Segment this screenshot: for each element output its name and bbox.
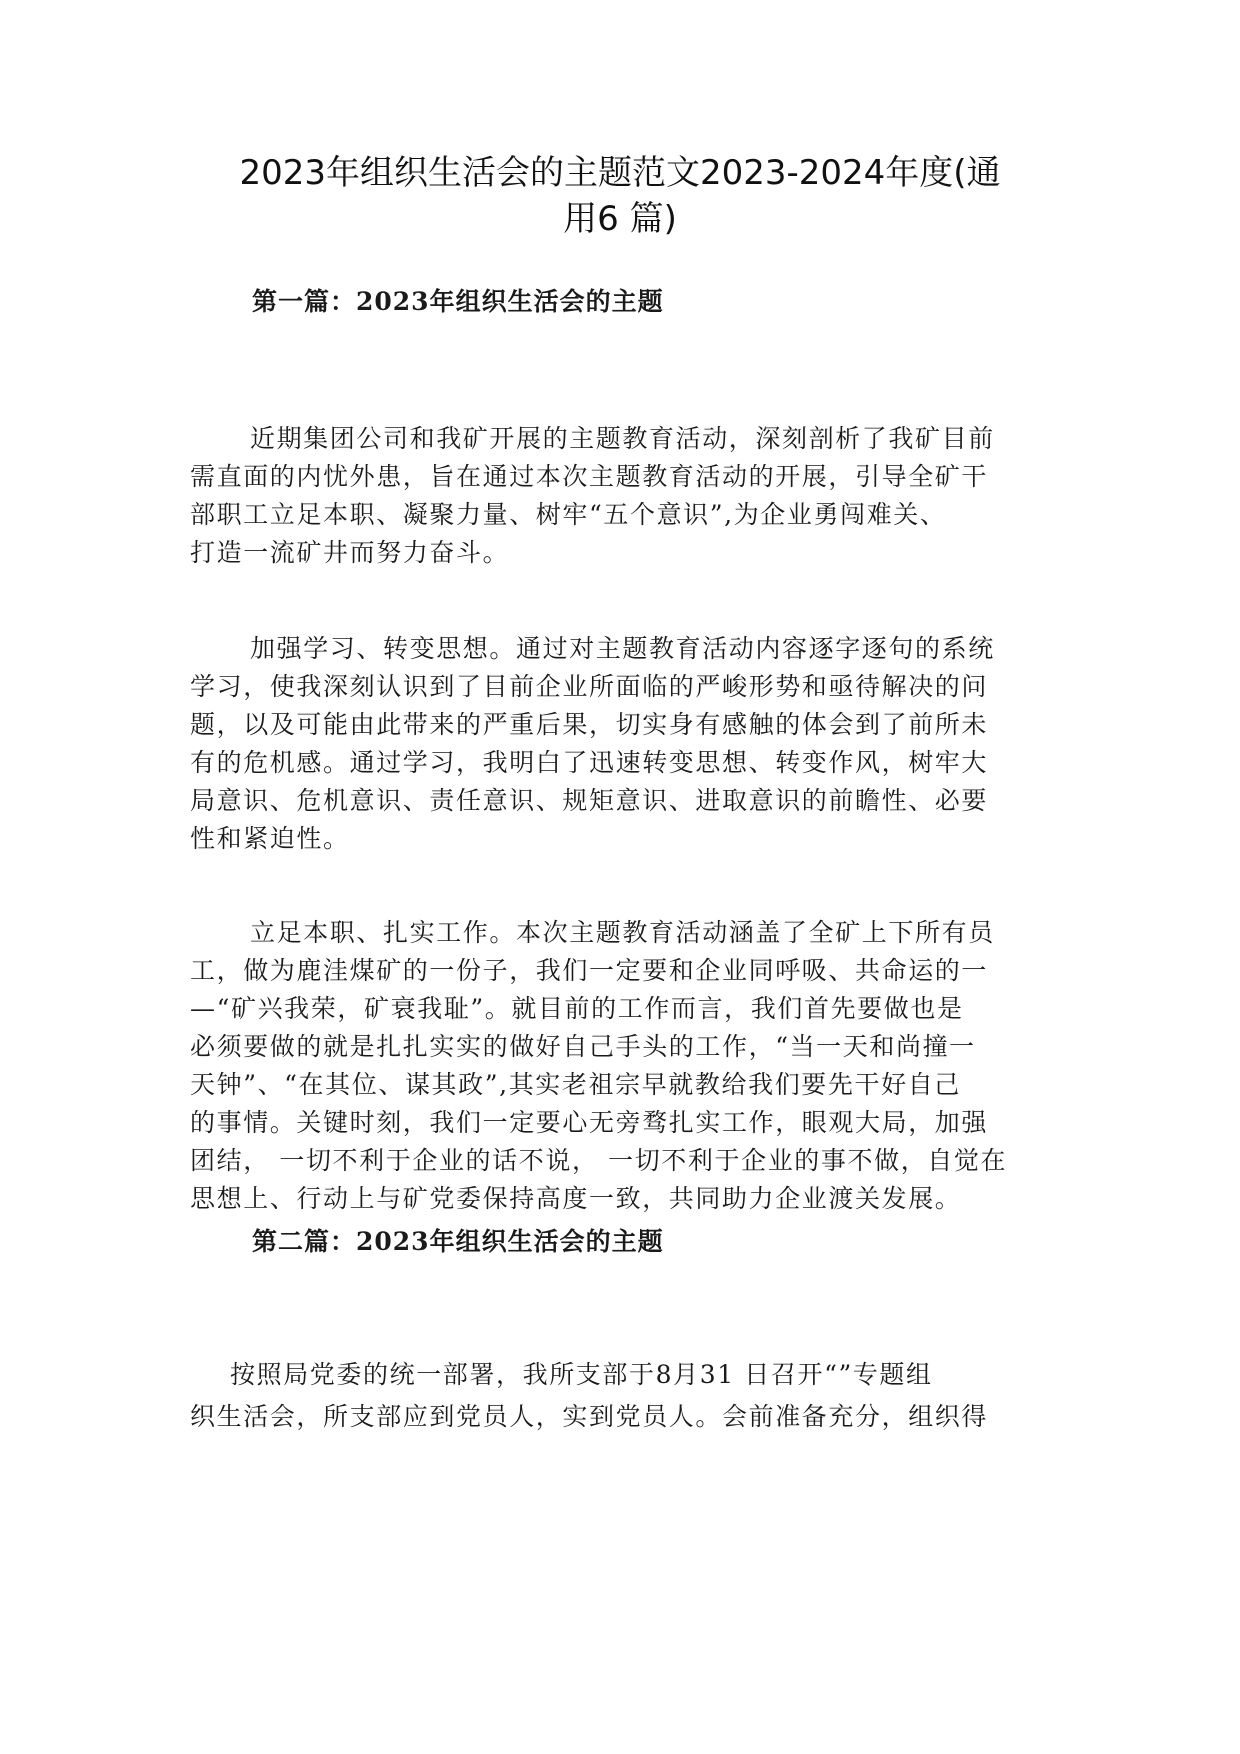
paragraph-line: 天钟”、“在其位、谋其政”,其实老祖宗早就教给我们要先干好自己 — [190, 1070, 961, 1099]
paragraph-line: 题，以及可能由此带来的严重后果，切实身有感触的体会到了前所未 — [190, 710, 989, 739]
paragraph — [190, 630, 1048, 858]
paragraph-line: 必须要做的就是扎扎实实的做好自己手头的工作，“当一天和尚撞一 — [190, 1032, 976, 1061]
paragraph-line: 需直面的内忧外患，旨在通过本次主题教育活动的开展，引导全矿干 — [190, 462, 989, 491]
paragraph-line: —“矿兴我荣，矿衰我耻”。就目前的工作而言，我们首先要做也是 — [190, 994, 964, 1023]
paragraph-line: 有的危机感。通过学习，我明白了迅速转变思想、转变作风，树牢大 — [190, 748, 989, 777]
paragraph-line: 性和紧迫性。 — [190, 824, 350, 853]
document-title — [190, 150, 1050, 242]
paragraph-line: 的事情。关键时刻，我们一定要心无旁骛扎实工作，眼观大局，加强 — [190, 1108, 989, 1137]
paragraph-line: 部职工立足本职、凝聚力量、树牢“五个意识”,为企业勇闯难关、 — [190, 500, 947, 529]
paragraph-line: 立足本职、扎实工作。本次主题教育活动涵盖了全矿上下所有员 — [250, 918, 995, 947]
section-heading: 第二篇：2023年组织生活会的主题 — [252, 1227, 664, 1256]
document-title-line: 用6 篇) — [563, 199, 677, 239]
paragraph-line: 近期集团公司和我矿开展的主题教育活动，深刻剖析了我矿目前 — [250, 424, 995, 453]
paragraph-line: 学习，使我深刻认识到了目前企业所面临的严峻形势和亟待解决的问 — [190, 672, 989, 701]
paragraph-line: 织生活会，所支部应到党员人，实到党员人。会前准备充分，组织得 — [190, 1402, 989, 1431]
paragraph-line: 加强学习、转变思想。通过对主题教育活动内容逐字逐句的系统 — [250, 634, 995, 663]
paragraph-line: 思想上、行动上与矿党委保持高度一致，共同助力企业渡关发展。 — [190, 1184, 962, 1213]
paragraph — [190, 420, 1048, 572]
section-heading: 第一篇：2023年组织生活会的主题 — [252, 287, 664, 316]
paragraph-line: 打造一流矿井而努力奋斗。 — [190, 538, 510, 567]
paragraph-line: 工，做为鹿洼煤矿的一份子，我们一定要和企业同呼吸、共命运的一 — [190, 956, 989, 985]
paragraph-line: 团结， 一切不利于企业的话不说， 一切不利于企业的事不做，自觉在 — [190, 1146, 1008, 1175]
paragraph-line: 按照局党委的统一部署，我所支部于8月31 日召开“”专题组 — [230, 1360, 933, 1389]
paragraph — [190, 1354, 1048, 1438]
paragraph-line: 局意识、危机意识、责任意识、规矩意识、进取意识的前瞻性、必要 — [190, 786, 989, 815]
document-title-line: 2023年组织生活会的主题范文2023-2024年度(通 — [239, 153, 1001, 193]
paragraph — [190, 914, 1048, 1218]
